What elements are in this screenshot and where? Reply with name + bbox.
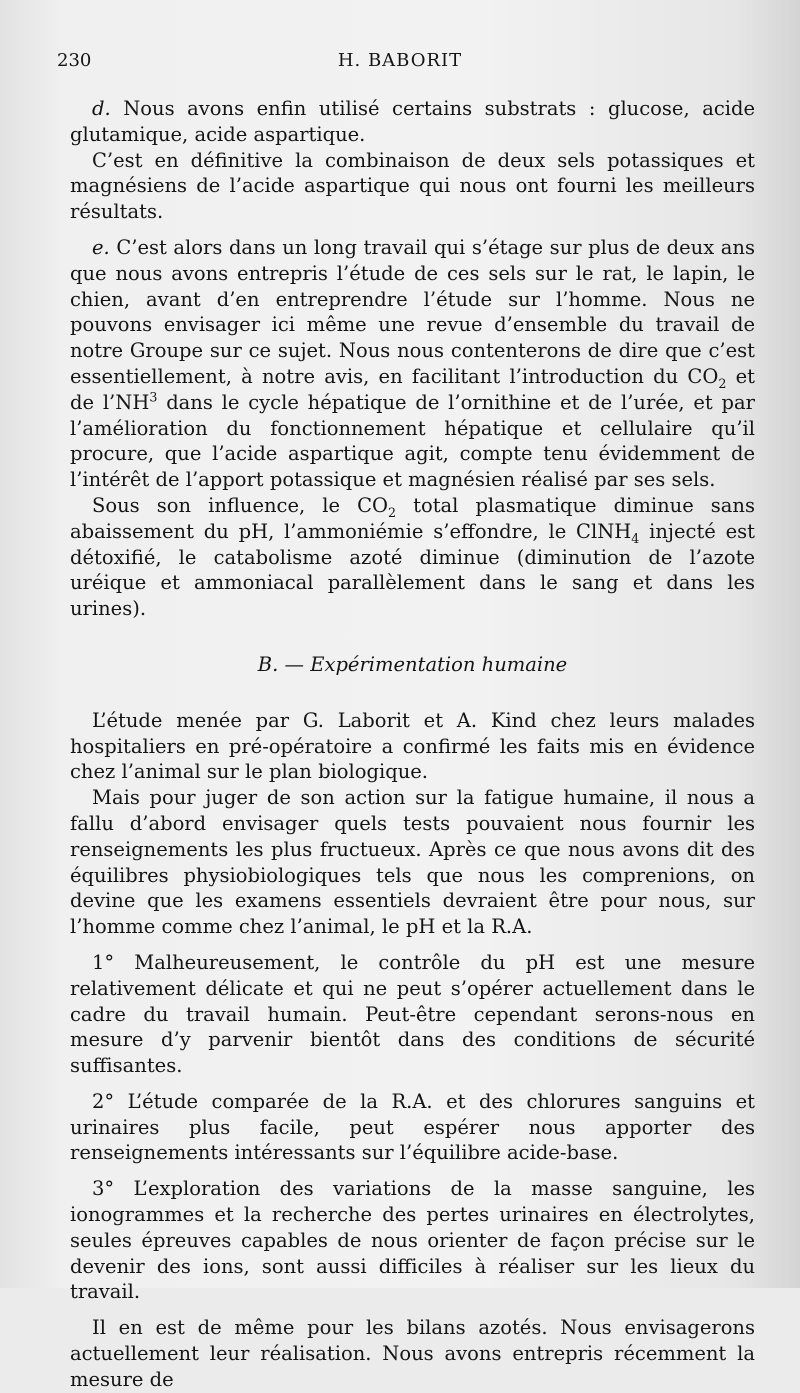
- paragraph-combination: C’est en définitive la combinaison de deux sels potassiques et magnésiens de l’acide aspartique qui nous ont fourni les meilleurs résultats.: [70, 148, 755, 224]
- paragraph-influence: [70, 493, 755, 622]
- page-header: [57, 50, 743, 74]
- paragraph-e-part2: et de l’NH: [70, 364, 756, 414]
- paragraph-fatigue: Mais pour juger de son action sur la fatigue humaine, il nous a fallu d’abord envisager quels tests pouvaient nous fournir les renseignements les plus fructueux. Après ce que nous avons dit des équilibres physiobiologiques tels que nous les comprenions, on devine que les examens essentiels devraient être pour nous, sur l’homme comme chez l’animal, le pH et la R.A.: [70, 786, 755, 939]
- list-item-1: 1° Malheureusement, le contrôle du pH est une mesure relativement délicate et qui ne peut s’opérer actuellement dans le cadre du travail humain. Peut-être cependant serons-nous en mesure d’y parvenir bientôt dans des conditions de sécurité suffisantes.: [70, 950, 755, 1078]
- paragraph-d: [70, 96, 755, 148]
- paragraph-e-part3: dans le cycle hépatique de l’ornithine et de l’urée, et par l’amélioration du fonctionnement hépatique et cellulaire qu’il procure, que l’acide aspartique agit, compte tenu évidemment de l’intérêt de l’apport potassique et magnésien réalisé par ses sels.: [70, 390, 755, 492]
- paragraph-e-part1: C’est alors dans un long travail qui s’étage sur plus de deux ans que nous avons entrepris l’étude de ces sels sur le rat, le lapin, le chien, avant d’en entreprendre l’étude sur l’homme. Nous ne pouvons envisager ici même une revue d’ensemble du travail de notre Groupe sur ce sujet. Nous nous contenterons de dire que c’est essentiellement, à notre avis, en facilitant l’introduction du CO: [70, 235, 755, 388]
- co2-subscript: 2: [718, 375, 727, 391]
- paragraph-d-text: Nous avons enfin utilisé certains substrats : glucose, acide glutamique, acide aspartique.: [70, 97, 755, 146]
- page-number: 230: [57, 50, 92, 71]
- section-heading: B. — Expérimentation humaine: [257, 652, 568, 676]
- nh3-superscript: 3: [149, 389, 158, 405]
- running-title: H. BABORIT: [337, 50, 463, 71]
- co2-subscript: 2: [388, 504, 397, 520]
- paragraph-influence-part3: injecté est détoxifié, le catabolisme azoté diminue (diminution de l’azote uréique et ammoniacal parallèlement dans le sang et dans les urines).: [70, 519, 755, 621]
- list-marker-e: e.: [92, 235, 110, 259]
- paragraph-azotes: Il en est de même pour les bilans azotés. Nous envisagerons actuellement leur réalisation. Nous avons entrepris récemment la mesure de: [70, 1316, 755, 1391]
- body-text: [70, 96, 755, 1393]
- list-marker-d: d.: [92, 97, 111, 120]
- nh4-subscript: 4: [631, 530, 640, 546]
- paragraph-influence-part2: total plasmatique diminue sans abaissement du pH, l’ammoniémie s’effondre, le ClNH: [70, 493, 755, 543]
- list-item-2: 2° L’étude comparée de la R.A. et des chlorures sanguins et urinaires plus facile, peut espérer nous apporter des renseignements intéressants sur l’équilibre acide-base.: [70, 1089, 755, 1165]
- paragraph-e: [70, 235, 755, 493]
- paragraph-laborit-study: L’étude menée par G. Laborit et A. Kind chez leurs malades hospitaliers en pré-opératoire a confirmé les faits mis en évidence chez l’animal sur le plan biologique.: [70, 708, 755, 784]
- list-item-3: 3° L’exploration des variations de la masse sanguine, les ionogrammes et la recherche des pertes urinaires en électrolytes, seules épreuves capables de nous orienter de façon précise sur le devenir des ions, sont aussi difficiles à réaliser sur les lieux du travail.: [70, 1177, 755, 1304]
- paragraph-influence-part1: Sous son influence, le CO: [92, 493, 388, 517]
